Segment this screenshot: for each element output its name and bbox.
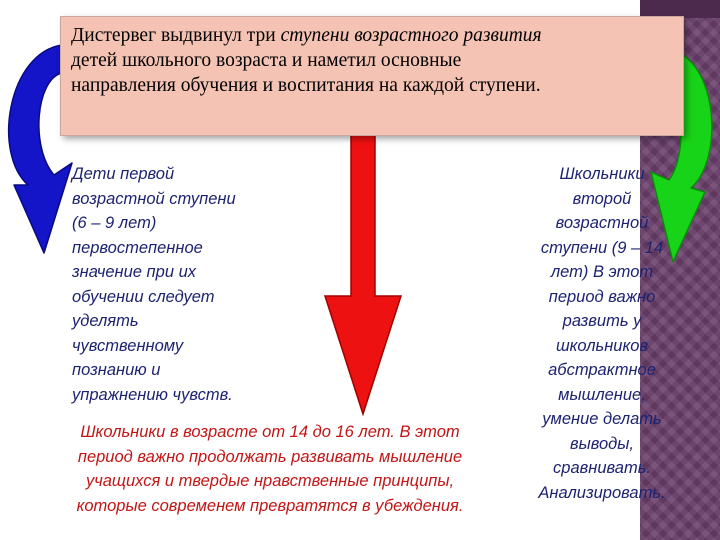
title-line-2: детей школьного возраста и наметил основные	[71, 50, 462, 71]
second-stage-text	[516, 162, 688, 505]
second-stage-line: мышление,	[558, 385, 646, 404]
title-box	[60, 16, 684, 136]
first-stage-line: познанию и	[72, 361, 161, 379]
second-stage-line: период важно	[548, 287, 656, 306]
second-stage-line: абстрактное	[548, 361, 656, 379]
second-stage-line: школьников	[555, 336, 649, 355]
third-stage-line: которые современем превратятся в убеждения.	[76, 496, 464, 515]
first-stage-line: первостепенное	[72, 238, 203, 257]
title-line-1-plain: Дистервег выдвинул три	[71, 25, 281, 46]
second-stage-line: умение делать	[542, 410, 662, 428]
second-stage-line: второй	[572, 189, 632, 208]
first-stage-line: возрастной ступени	[72, 189, 236, 208]
third-stage-line: Школьники в возрасте от 14 до 16 лет. В этот	[80, 423, 460, 441]
first-stage-text	[72, 162, 322, 407]
title-line-1-italic: ступени возрастного развития	[280, 25, 542, 46]
second-stage-line: развить у	[562, 312, 642, 330]
first-stage-line: чувственному	[72, 336, 184, 355]
second-stage-line: Анализировать.	[538, 483, 666, 502]
second-stage-line: сравнивать.	[553, 459, 651, 477]
first-stage-line: упражнению чувств.	[72, 385, 233, 404]
second-stage-line: Школьники	[559, 165, 645, 183]
second-stage-line: ступени (9 – 14	[540, 238, 664, 257]
first-stage-line: (6 – 9 лет)	[72, 214, 157, 232]
second-stage-line: выводы,	[569, 434, 635, 453]
first-stage-line: обучении следует	[72, 287, 215, 306]
first-stage-line: уделять	[72, 312, 139, 330]
first-stage-line: значение при их	[72, 263, 196, 281]
title-line-1	[71, 23, 673, 48]
third-stage-text	[30, 420, 510, 518]
title-line-3: направления обучения и воспитания на каждой ступени.	[71, 75, 541, 96]
second-stage-line: лет) В этот	[550, 263, 654, 281]
third-stage-line: период важно продолжать развивать мышление	[77, 447, 463, 466]
center-down-arrow	[325, 118, 405, 418]
first-stage-line: Дети первой	[72, 165, 175, 183]
second-stage-line: возрастной	[555, 214, 649, 232]
third-stage-line: учащихся и твердые нравственные принципы,	[85, 472, 455, 490]
